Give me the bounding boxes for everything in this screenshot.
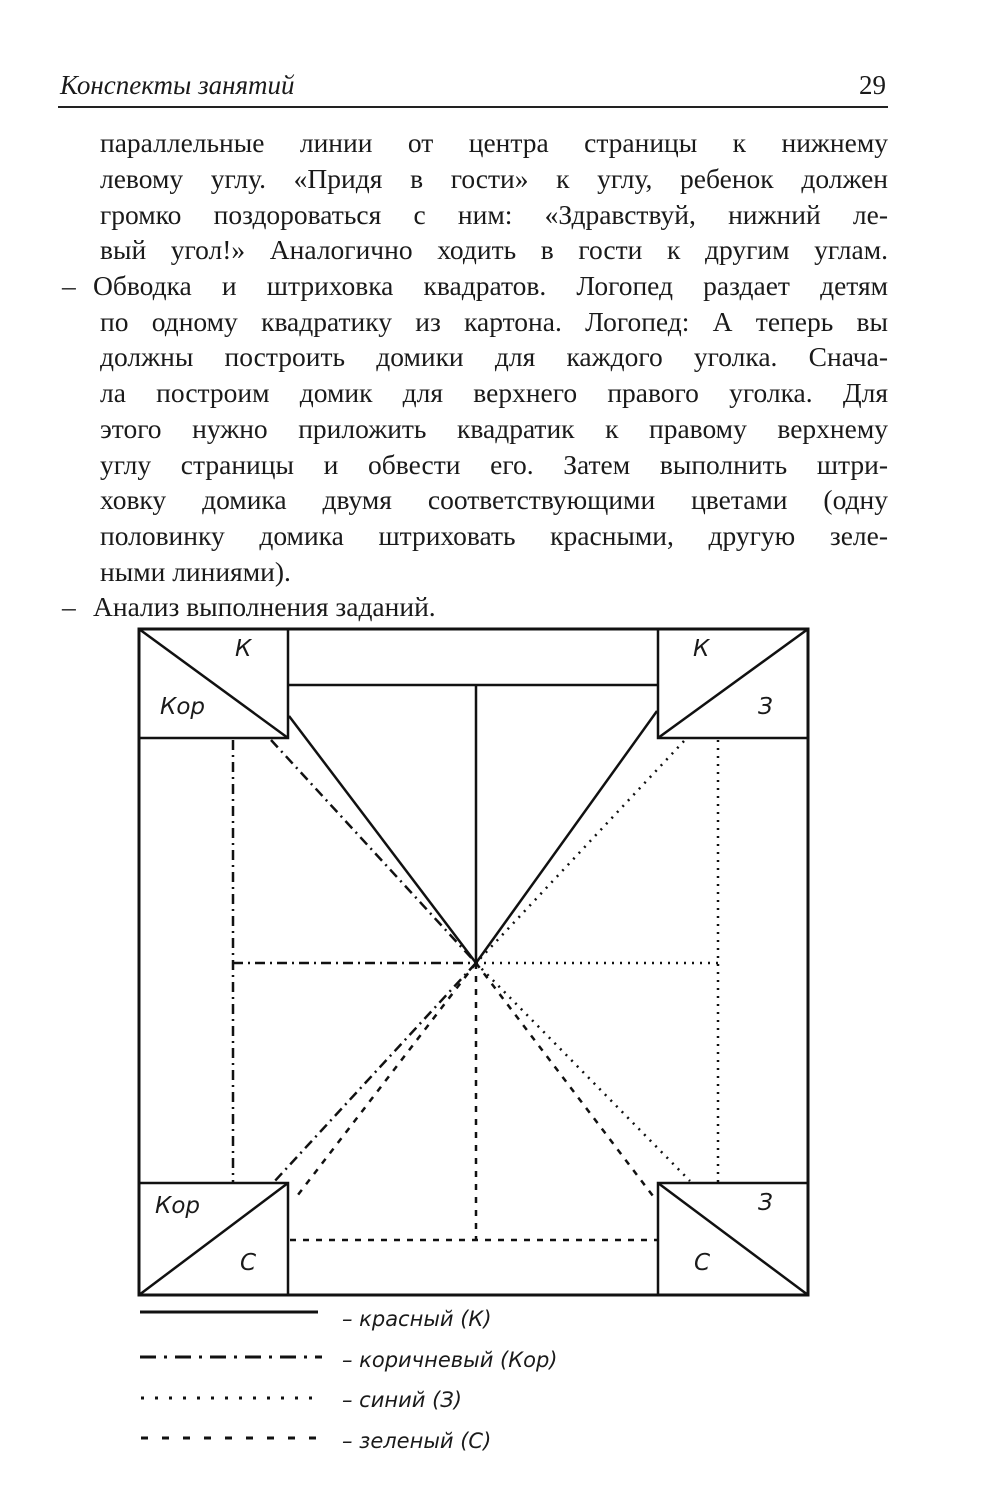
- page-number: 29: [859, 70, 886, 100]
- legend-label: – зеленый (С): [342, 1429, 492, 1453]
- legend-label: – коричневый (Кор): [342, 1348, 558, 1372]
- label-tr-bottom: З: [758, 694, 773, 720]
- text-line: ховку домика двумя соответствующими цветами (одну: [100, 484, 888, 515]
- bullet-dash: –: [62, 591, 76, 622]
- label-br-top: З: [758, 1190, 773, 1216]
- label-tl-top: К: [235, 636, 252, 662]
- text-line: Анализ выполнения заданий.: [93, 591, 436, 622]
- legend: [140, 1312, 322, 1438]
- dashed-lines: [290, 963, 658, 1240]
- bullet-dash: –: [62, 270, 76, 301]
- text-line: половинку домика штриховать красными, другую зеле-: [100, 520, 888, 551]
- text-line: параллельные линии от центра страницы к нижнему: [100, 127, 888, 158]
- label-tr-top: К: [693, 636, 710, 662]
- text-line: должны построить домики для каждого уголка. Снача-: [100, 341, 888, 372]
- text-line: громко поздороваться с ним: «Здравствуй, нижний ле-: [100, 199, 888, 230]
- text-line: левому углу. «Придя в гости» к углу, ребенок должен: [100, 163, 888, 194]
- diagonal-top-left: [139, 629, 288, 738]
- dotted-lines: [476, 740, 718, 1183]
- running-header-title: Конспекты занятий: [60, 70, 295, 100]
- text-line: ла построим домик для верхнего правого уголка. Для: [100, 377, 888, 408]
- solid-lines: [288, 685, 658, 963]
- text-line: по одному квадратику из картона. Логопед: А теперь вы: [100, 306, 888, 337]
- diagonal-top-right: [658, 629, 808, 738]
- text-line: Обводка и штриховка квадратов. Логопед раздает детям: [93, 270, 888, 301]
- text-line: ными линиями).: [100, 556, 291, 587]
- text-line: вый угол!» Аналогично ходить в гости к другим углам.: [100, 234, 888, 265]
- text-line: углу страницы и обвести его. Затем выполнить штри-: [100, 449, 888, 480]
- diagonal-bottom-right: [658, 1183, 808, 1295]
- legend-label: – красный (К): [342, 1307, 492, 1331]
- legend-label: – синий (З): [342, 1388, 462, 1412]
- label-bl-top: Кор: [155, 1193, 201, 1219]
- label-tl-bottom: Кор: [160, 694, 206, 720]
- label-br-bottom: С: [694, 1250, 711, 1276]
- text-line: этого нужно приложить квадратик к правому верхнему: [100, 413, 888, 444]
- label-bl-bottom: С: [240, 1250, 257, 1276]
- dash-dot-lines: [233, 740, 476, 1183]
